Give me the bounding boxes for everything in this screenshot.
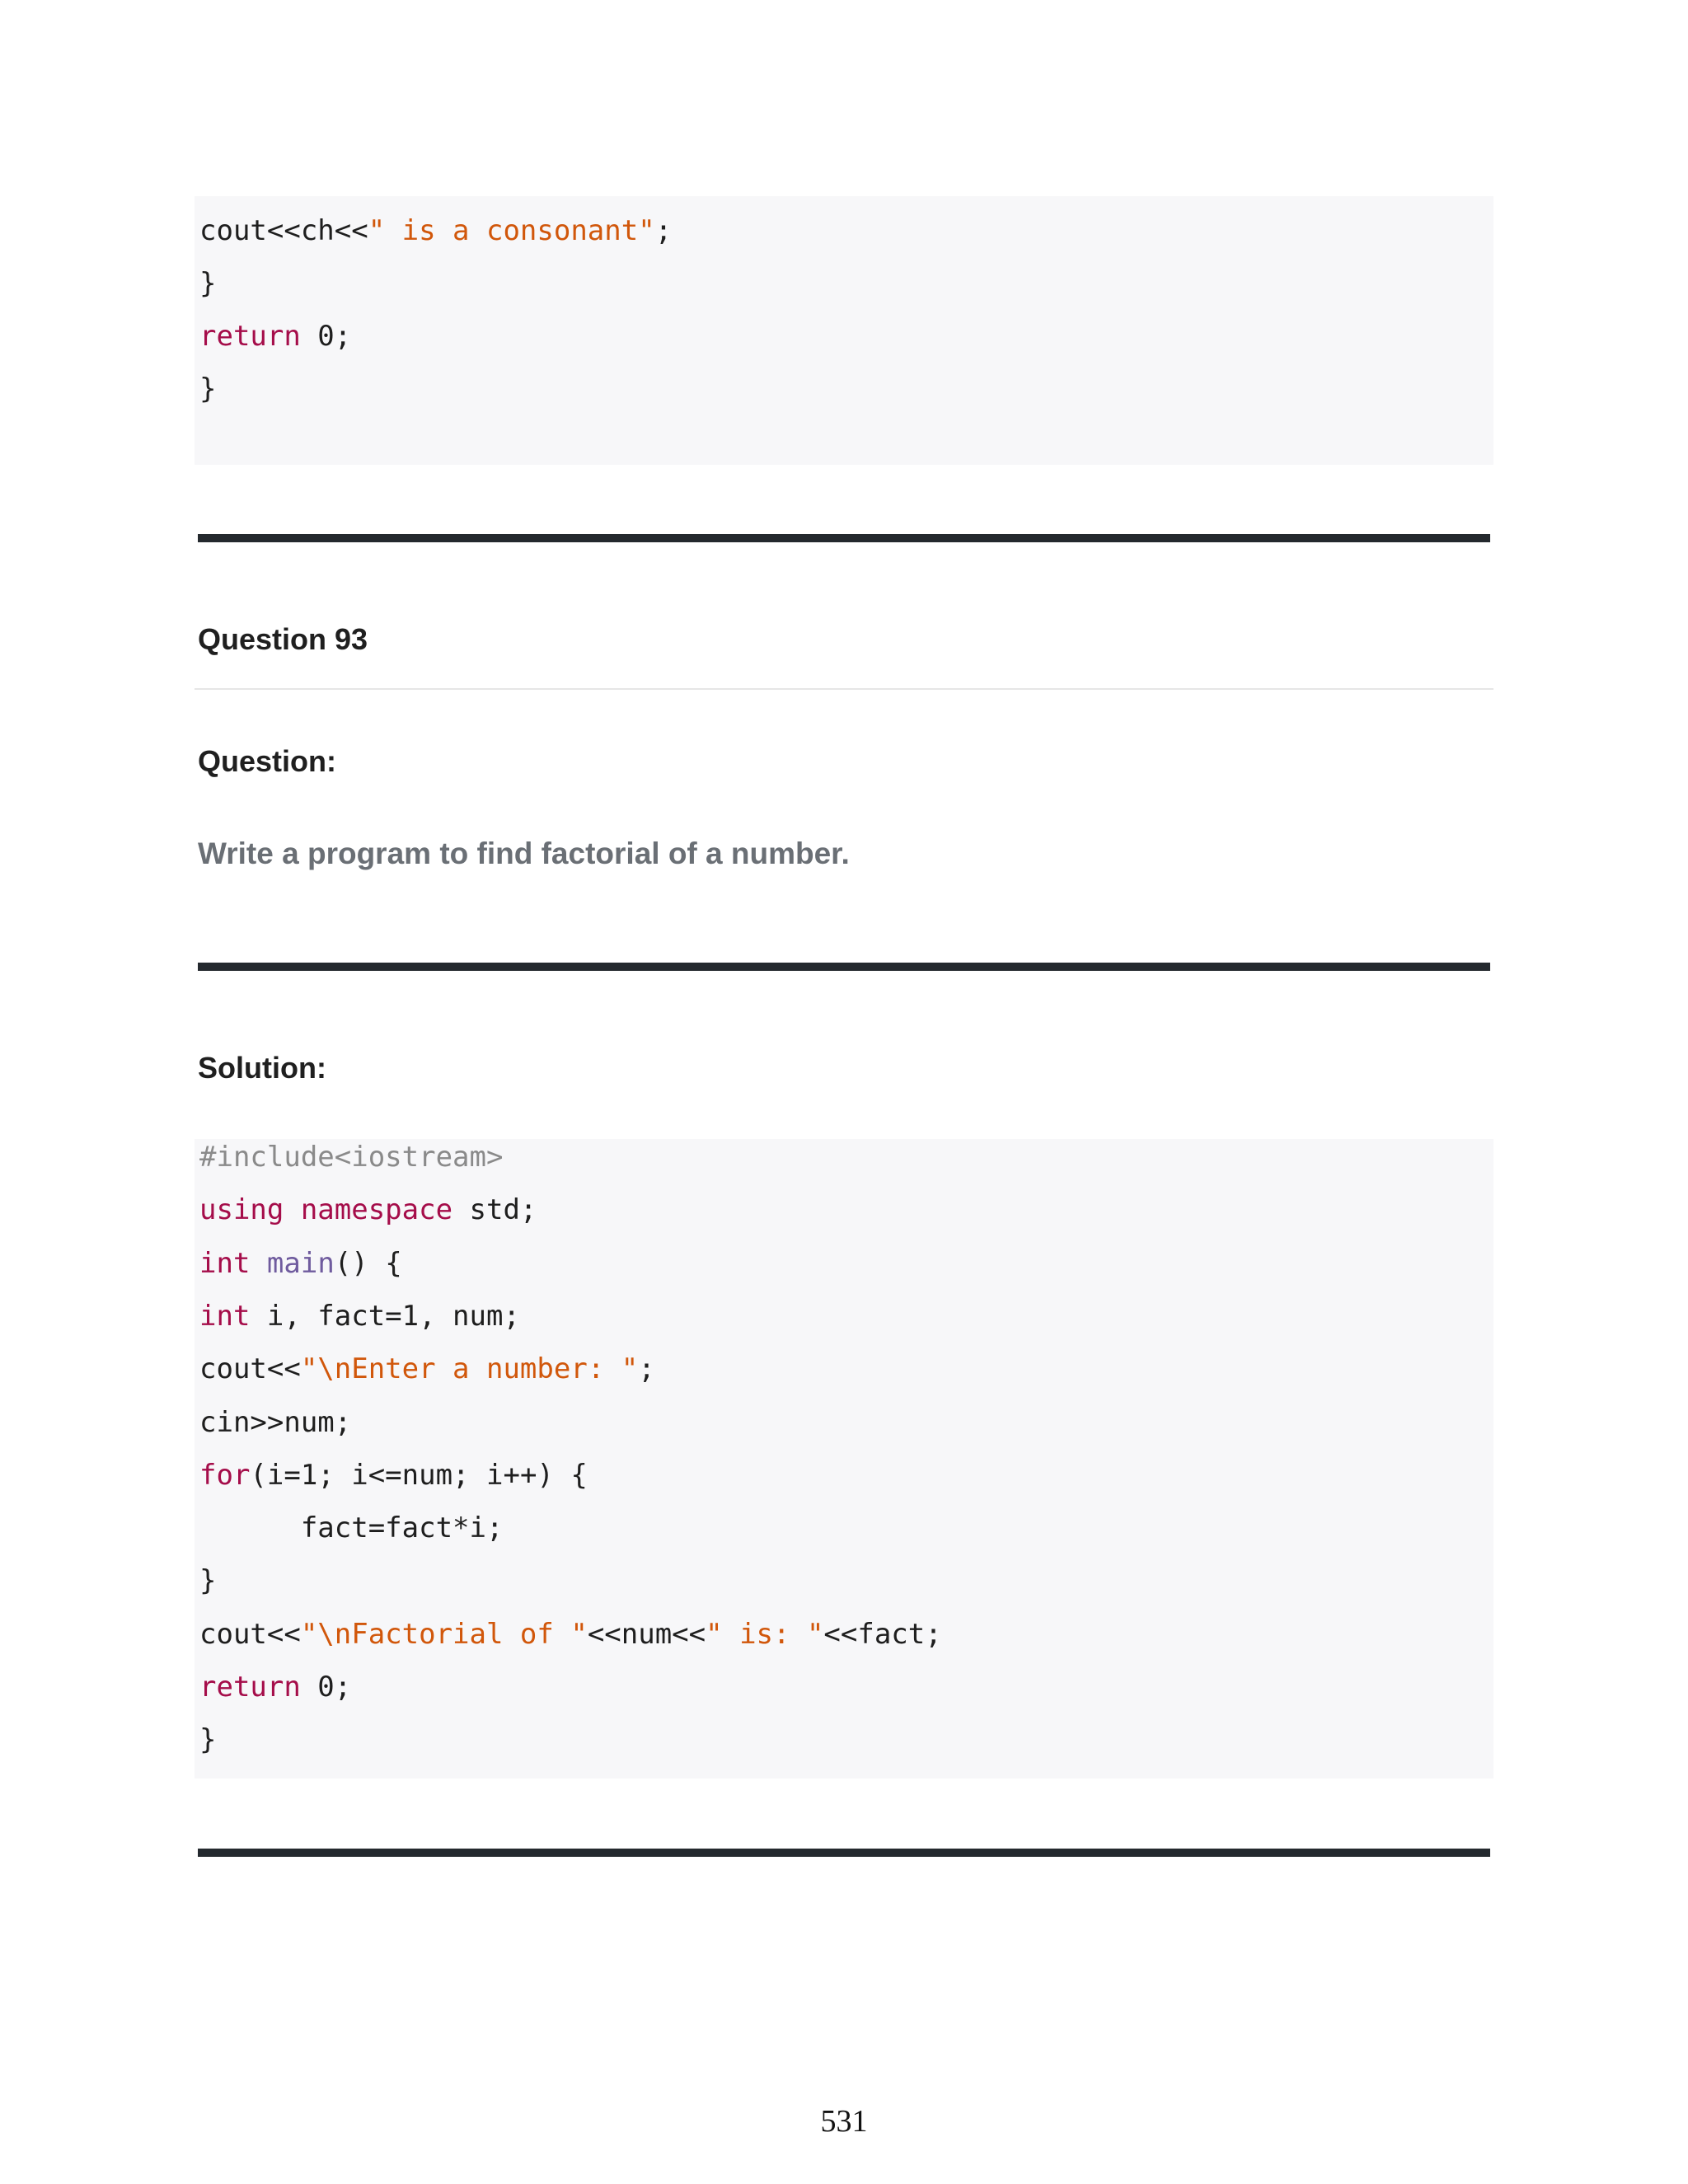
code-line xyxy=(199,1298,520,1334)
code-token: } xyxy=(199,373,217,405)
code-line xyxy=(199,1192,537,1228)
code-token: fact=fact*i; xyxy=(199,1511,504,1545)
code-token: } xyxy=(199,1723,217,1757)
question-label: Question: xyxy=(198,744,336,778)
code-token: using namespace xyxy=(199,1193,453,1227)
page-number: 531 xyxy=(820,2104,868,2139)
code-token: cout<< xyxy=(199,1617,301,1651)
code-block-continuation xyxy=(195,196,1493,465)
solution-label: Solution: xyxy=(198,1051,326,1085)
section-divider xyxy=(198,963,1490,971)
code-line xyxy=(199,1404,351,1441)
question-title: Question 93 xyxy=(198,622,368,656)
code-line xyxy=(199,1139,503,1175)
code-line xyxy=(199,1722,216,1758)
code-token: cout<<ch<< xyxy=(199,214,368,247)
code-token: #include<iostream> xyxy=(199,1141,504,1174)
code-token: cin>>num; xyxy=(199,1405,352,1439)
code-token: return xyxy=(199,1671,301,1704)
code-token: return xyxy=(199,320,301,353)
code-token xyxy=(250,1247,266,1280)
code-token: 0; xyxy=(300,1671,352,1704)
code-token: int xyxy=(199,1246,251,1280)
section-divider xyxy=(198,1849,1490,1857)
code-line xyxy=(199,318,351,354)
code-line xyxy=(199,1245,402,1282)
question-text: Write a program to find factorial of a number. xyxy=(198,837,850,870)
code-token: int xyxy=(199,1299,251,1333)
code-line xyxy=(199,371,216,407)
code-token: "\nFactorial of " xyxy=(300,1617,588,1651)
code-line xyxy=(199,1510,503,1546)
code-token: } xyxy=(199,267,217,300)
code-token: } xyxy=(199,1564,217,1598)
code-line xyxy=(199,1457,588,1493)
code-block-solution xyxy=(195,1139,1493,1779)
code-token: " is: " xyxy=(706,1617,824,1651)
code-token: for xyxy=(199,1458,251,1492)
code-token: "\nEnter a number: " xyxy=(300,1352,639,1386)
code-token: 0; xyxy=(300,320,352,353)
code-token: i, fact=1, num; xyxy=(250,1299,520,1333)
code-token: <<num<< xyxy=(587,1617,706,1651)
code-line xyxy=(199,1351,655,1387)
code-token: () { xyxy=(334,1246,402,1280)
code-token: (i=1; i<=num; i++) { xyxy=(250,1458,588,1492)
code-token: std; xyxy=(452,1193,537,1227)
code-line xyxy=(199,1669,351,1705)
code-line xyxy=(199,1616,942,1652)
section-divider xyxy=(198,534,1490,542)
code-line xyxy=(199,265,216,302)
code-token: <<fact; xyxy=(823,1617,942,1651)
title-underline xyxy=(195,688,1493,690)
code-token: " is a consonant" xyxy=(368,214,655,247)
code-token: ; xyxy=(654,214,673,247)
code-token: main xyxy=(266,1246,335,1280)
code-line xyxy=(199,1563,216,1599)
code-token: cout<< xyxy=(199,1352,301,1386)
code-line xyxy=(199,213,672,249)
code-token: ; xyxy=(638,1352,655,1386)
